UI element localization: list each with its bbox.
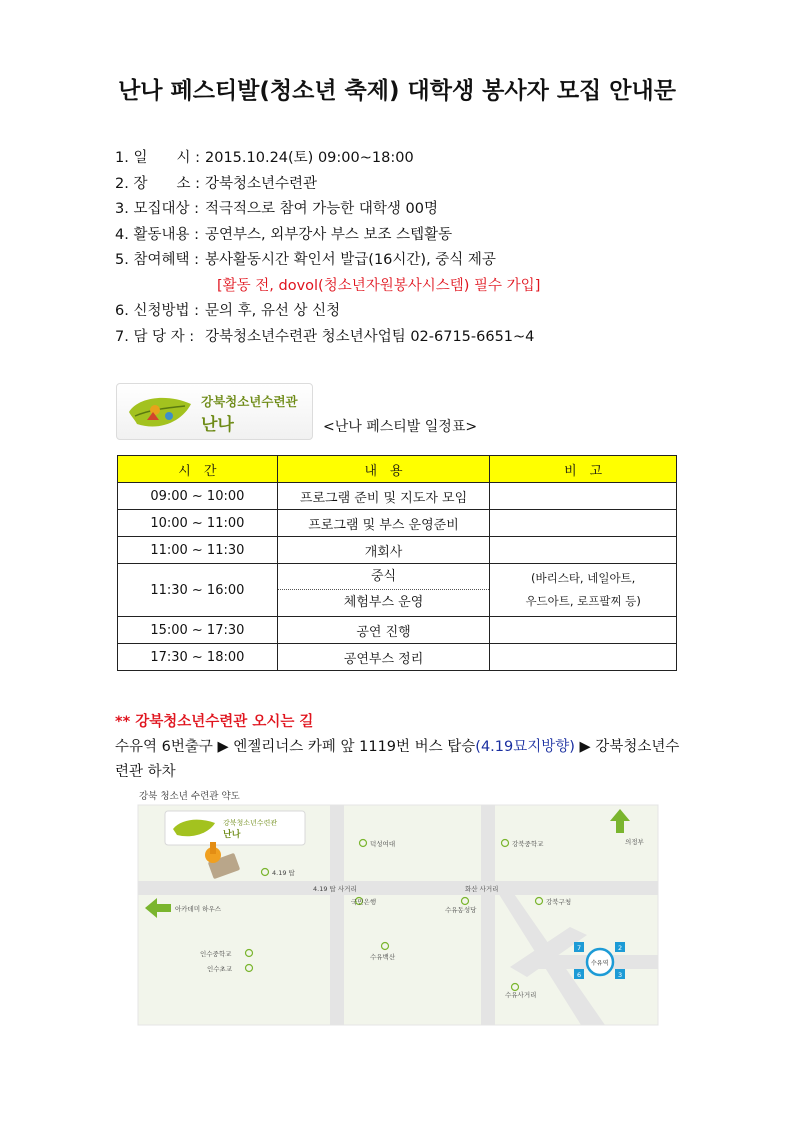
content-cell: 프로그램 준비 및 지도자 모임	[277, 483, 490, 510]
label-suyu-junction: 수유사거리	[505, 991, 537, 999]
info-value: 2015.10.24(토) 09:00~18:00	[205, 150, 414, 166]
note-line: 우드아트, 로프팔찌 등)	[525, 594, 641, 608]
table-row	[118, 483, 677, 510]
table-row	[118, 617, 677, 644]
note-cell	[490, 483, 677, 510]
label-suyu-station: 수유역	[591, 960, 609, 967]
exit-3-label: 3	[618, 971, 623, 979]
directions-text	[115, 735, 683, 785]
exit-7-label: 7	[577, 944, 582, 952]
time-cell: 15:00 ~ 17:30	[118, 617, 278, 644]
logo-org: 강북청소년수련관	[201, 394, 298, 409]
label-419: 4.19 탑	[272, 869, 295, 877]
time-cell: 09:00 ~ 10:00	[118, 483, 278, 510]
table-row	[118, 644, 677, 671]
content-cell: 개회사	[277, 537, 490, 564]
map-logo-name: 난나	[223, 830, 241, 840]
header-time: 시 간	[118, 456, 278, 483]
directions-highlight: (4.19묘지방향)	[475, 739, 575, 755]
benefit-note: [활동 전, dovol(청소년자원봉사시스템) 필수 가입]	[217, 277, 541, 294]
content-cell	[277, 564, 490, 617]
table-row	[118, 537, 677, 564]
content-cell: 공연 진행	[277, 617, 490, 644]
info-label: 5. 참여혜택 :	[115, 252, 199, 268]
info-place	[115, 172, 540, 198]
exit-6-label: 6	[577, 971, 582, 979]
label-hwagye-junction: 화산 사거리	[465, 885, 499, 893]
time-cell: 11:00 ~ 11:30	[118, 537, 278, 564]
label-gangbuk-middle: 강북중학교	[512, 840, 544, 848]
label-insu-elem: 인수초교	[207, 965, 233, 973]
directions-heading: ** 강북청소년수련관 오시는 길	[115, 714, 314, 730]
info-benefit	[115, 248, 540, 274]
location-map	[115, 787, 660, 1027]
label-suyu-dong: 수유동성당	[445, 906, 477, 914]
road-horizontal	[138, 881, 658, 895]
info-label: 1. 일 시 :	[115, 150, 200, 166]
info-date	[115, 146, 540, 172]
page-title: 난나 페스티발(청소년 축제) 대학생 봉사자 모집 안내문	[118, 78, 676, 104]
exit-2-label: 2	[618, 944, 623, 952]
label-deoksung: 덕성여대	[370, 840, 396, 848]
leaf-logo-icon	[125, 390, 197, 434]
road-vertical-1	[330, 805, 344, 1025]
table-row	[118, 510, 677, 537]
info-target	[115, 197, 540, 223]
time-cell: 17:30 ~ 18:00	[118, 644, 278, 671]
content-lunch: 중식	[278, 564, 490, 590]
info-apply	[115, 299, 540, 325]
info-value: 강북청소년수련관 청소년사업팀 02-6715-6651~4	[205, 328, 535, 345]
label-suyu-market: 수유백산	[370, 953, 396, 961]
info-value: 적극적으로 참여 가능한 대학생 00명	[205, 201, 438, 217]
map-logo-org: 강북청소년수련관	[223, 819, 278, 827]
header-note: 비 고	[490, 456, 677, 483]
header-content: 내 용	[277, 456, 490, 483]
label-gangbuk-gu: 강북구청	[546, 898, 572, 906]
info-list	[115, 146, 540, 350]
content-cell: 프로그램 및 부스 운영준비	[277, 510, 490, 537]
note-cell	[490, 510, 677, 537]
info-label: 2. 장 소 :	[115, 175, 200, 192]
table-header-row	[118, 456, 677, 483]
time-cell: 11:30 ~ 16:00	[118, 564, 278, 617]
schedule-table	[117, 455, 677, 671]
schedule-title: <난나 페스티발 일정표>	[323, 419, 478, 435]
road-vertical-2	[481, 805, 495, 1025]
info-contact	[115, 325, 540, 351]
logo-name: 난나	[201, 415, 234, 435]
directions-part2: ▶ 강북청소년수련관 하차	[115, 739, 680, 780]
org-logo	[116, 383, 313, 440]
info-value: 강북청소년수련관	[205, 175, 318, 192]
info-activity	[115, 223, 540, 249]
note-cell	[490, 644, 677, 671]
label-academy: 아카데미 하우스	[175, 905, 222, 913]
info-value: 공연부스, 외부강사 부스 보조 스텝활동	[205, 226, 453, 243]
label-insu-middle: 인수중학교	[200, 950, 232, 958]
note-cell	[490, 617, 677, 644]
info-value: 문의 후, 유선 상 신청	[205, 303, 341, 319]
info-label: 7. 담 당 자 :	[115, 328, 195, 345]
label-kookmin: 국민은행	[351, 898, 377, 906]
note-cell	[490, 537, 677, 564]
info-label: 3. 모집대상 :	[115, 201, 199, 217]
map-title: 강북 청소년 수련관 약도	[139, 791, 240, 802]
note-line: (바리스타, 네일아트,	[531, 571, 636, 585]
label-419-junction: 4.19 탑 사거리	[313, 885, 357, 893]
label-uijeongbu: 의정부	[625, 838, 644, 846]
time-cell: 10:00 ~ 11:00	[118, 510, 278, 537]
info-label: 6. 신청방법 :	[115, 303, 199, 319]
content-cell: 공연부스 정리	[277, 644, 490, 671]
content-booth: 체험부스 운영	[343, 595, 424, 610]
info-label: 4. 활동내용 :	[115, 226, 199, 243]
table-row	[118, 564, 677, 617]
note-cell	[490, 564, 677, 617]
info-value: 봉사활동시간 확인서 발급(16시간), 중식 제공	[205, 252, 496, 268]
directions-part1: 수유역 6번출구 ▶ 엔젤리너스 카페 앞 1119번 버스 탑승	[115, 739, 476, 755]
